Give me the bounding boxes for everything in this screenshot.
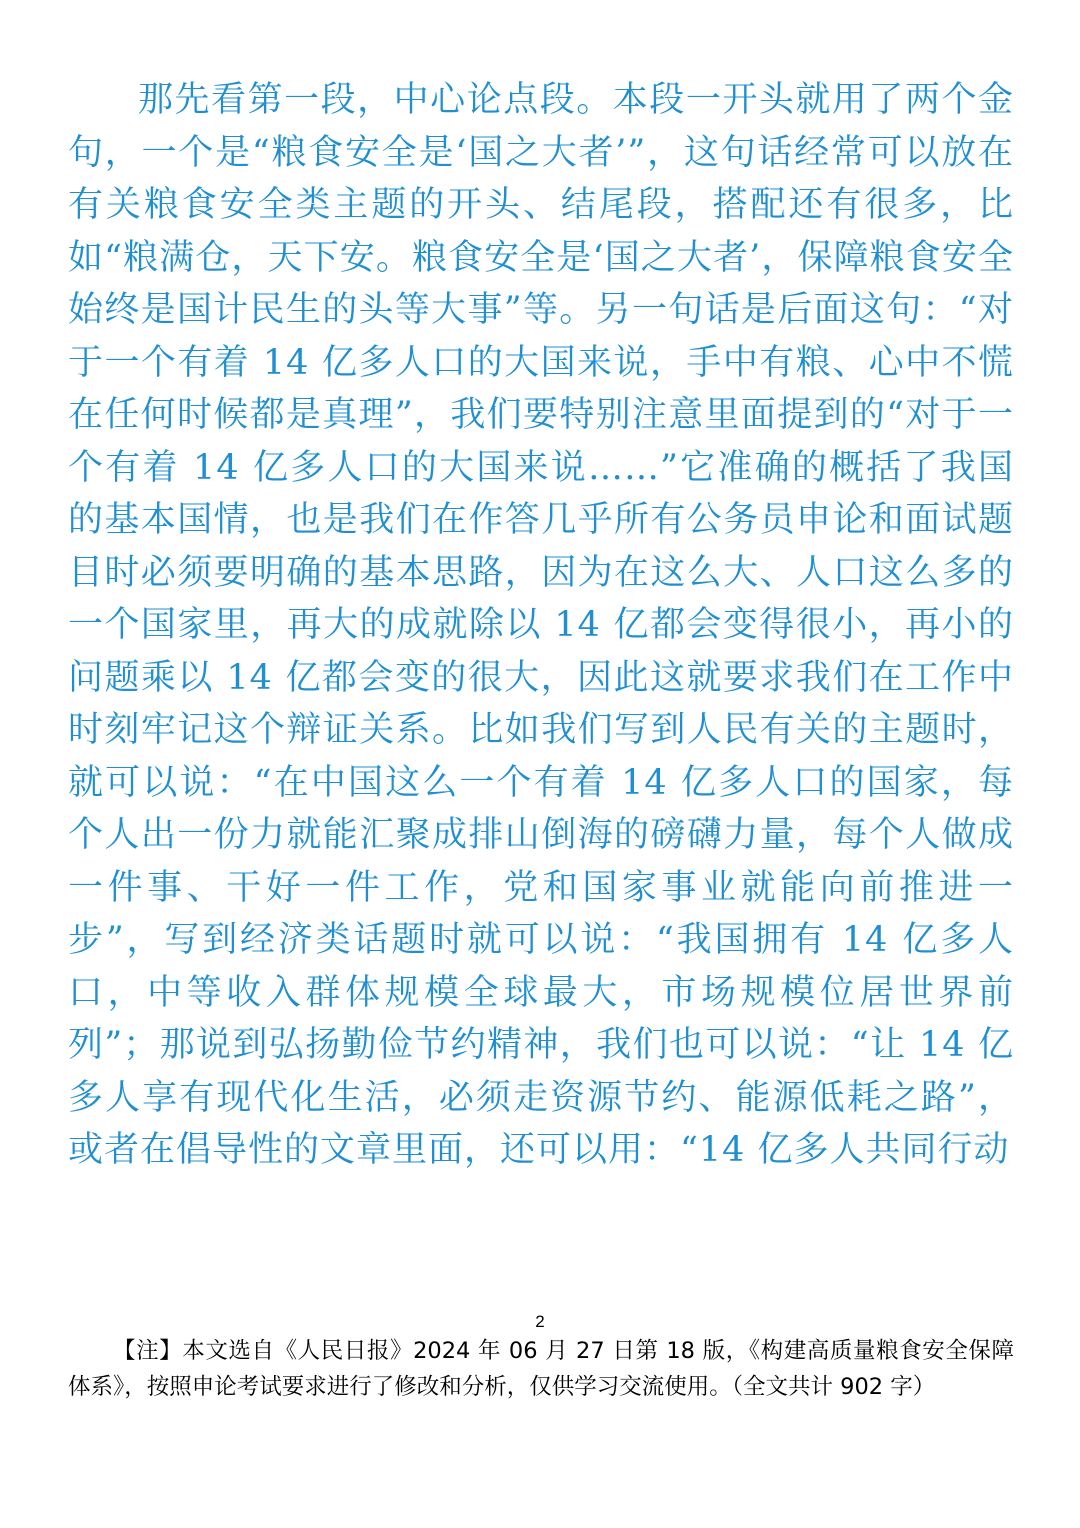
article-paragraph: 那先看第一段，中心论点段。本段一开头就用了两个金句，一个是“粮食安全是‘国之大者’”，这句话经常可以放在有关粮食安全类主题的开头、结尾段，搭配还有很多，比如“粮满仓，天下安。粮食安全是‘国之大者’，保障粮食安全始终是国计民生的头等大事”等。另一句话是后面这句：“对于一个有着 14 亿多人口的大国来说，手中有粮、心中不慌在任何时候都是真理”，我们要特别注意里面提到的“对于一个有着 14 亿多人口的大国来说……”它准确的概括了我国的基本国情，也是我们在作答几乎所有公务员申论和面试题目时必须要明确的基本思路，因为在这么大、人口这么多的一个国家里，再大的成就除以 14 亿都会变得很小，再小的问题乘以 14 亿都会变的很大，因此这就要求我们在工作中时刻牢记这个辩证关系。比如我们写到人民有关的主题时，就可以说：“在中国这么一个有着 14 亿多人口的国家，每个人出一份力就能汇聚成排山倒海的磅礴力量，每个人做成一件事、干好一件工作，党和国家事业就能向前推进一步”，写到经济类话题时就可以说：“我国拥有 14 亿多人口，中等收入群体规模全球最大，市场规模位居世界前列”；那说到弘扬勤俭节约精神，我们也可以说：“让 14 亿多人享有现代化生活，必须走资源节约、能源低耗之路”，或者在倡导性的文章里面，还可以用：“14 亿多人共同行动 — [68, 80, 1014, 1170]
page-number: 2 — [535, 1312, 545, 1331]
source-note: 【注】本文选自《人民日报》2024 年 06 月 27 日第 18 版，《构建高质量粮食安全保障体系》，按照申论考试要求进行了修改和分析，仅供学习交流使用。（全文共计 902 字） — [68, 1338, 1014, 1400]
